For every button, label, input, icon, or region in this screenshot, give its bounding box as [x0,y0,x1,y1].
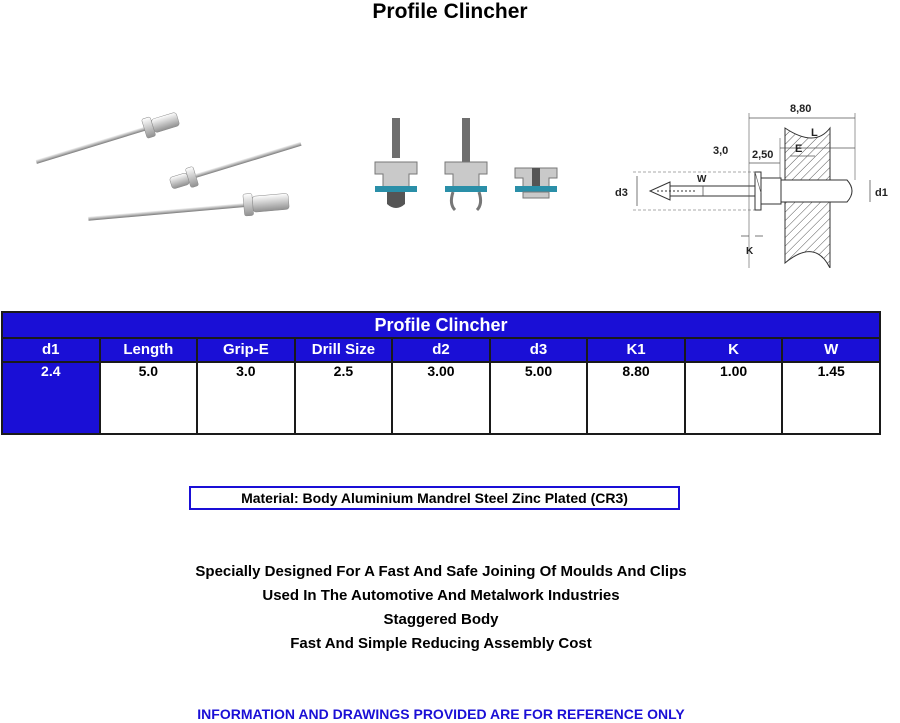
installation-sequence-diagram [365,118,575,238]
col-header-d2: d2 [392,338,490,362]
product-figures [0,60,900,280]
feature-item: Fast And Simple Reducing Assembly Cost [290,635,592,652]
col-header-drill-size: Drill Size [295,338,393,362]
feature-item: Specially Designed For A Fast And Safe Joining Of Moulds And Clips [195,563,687,580]
table-row [2,362,880,434]
dim-w-label: W [697,174,707,185]
rivet-photo [28,100,308,250]
dim-overall-label: 8,80 [790,103,812,115]
disclaimer: INFORMATION AND DRAWINGS PROVIDED ARE FOR REFERENCE ONLY [197,706,685,722]
rivet-3 [87,190,289,229]
col-header-w: W [782,338,880,362]
cell-drill-size: 2.5 [295,362,393,434]
col-header-k: K [685,338,783,362]
cell-length: 5.0 [100,362,198,434]
cell-d3: 5.00 [490,362,588,434]
dim-d3-label: d3 [615,187,628,199]
cell-k1: 8.80 [587,362,685,434]
rivet-1 [33,109,180,171]
page-title: Profile Clincher [372,0,528,23]
cell-grip-e: 3.0 [197,362,295,434]
col-header-d1: d1 [2,338,100,362]
col-header-d3: d3 [490,338,588,362]
dim-head-label: 3,0 [713,145,729,157]
dim-l-label: L [811,127,818,139]
dim-d1-label: d1 [875,187,888,199]
stage-2-set [445,118,487,210]
feature-item: Used In The Automotive And Metalwork Industries [262,587,620,604]
cell-d1: 2.4 [2,362,100,434]
col-header-length: Length [100,338,198,362]
dim-grip-label: 2,50 [752,149,774,161]
material-box: Material: Body Aluminium Mandrel Steel Zinc Plated (CR3) [189,486,680,510]
cell-k: 1.00 [685,362,783,434]
cell-d2: 3.00 [392,362,490,434]
dim-k-label: K [746,246,754,257]
rivet-2 [168,134,304,193]
spec-table-caption: Profile Clincher [2,312,880,338]
stage-1-insert [375,118,417,208]
stage-3-clinched [515,168,557,198]
feature-item: Staggered Body [383,611,499,628]
col-header-grip-e: Grip-E [197,338,295,362]
dimension-drawing [615,68,900,268]
col-header-k1: K1 [587,338,685,362]
cell-w: 1.45 [782,362,880,434]
spec-table [1,311,881,435]
feature-list [0,560,882,656]
dim-e-label: E [795,143,803,155]
